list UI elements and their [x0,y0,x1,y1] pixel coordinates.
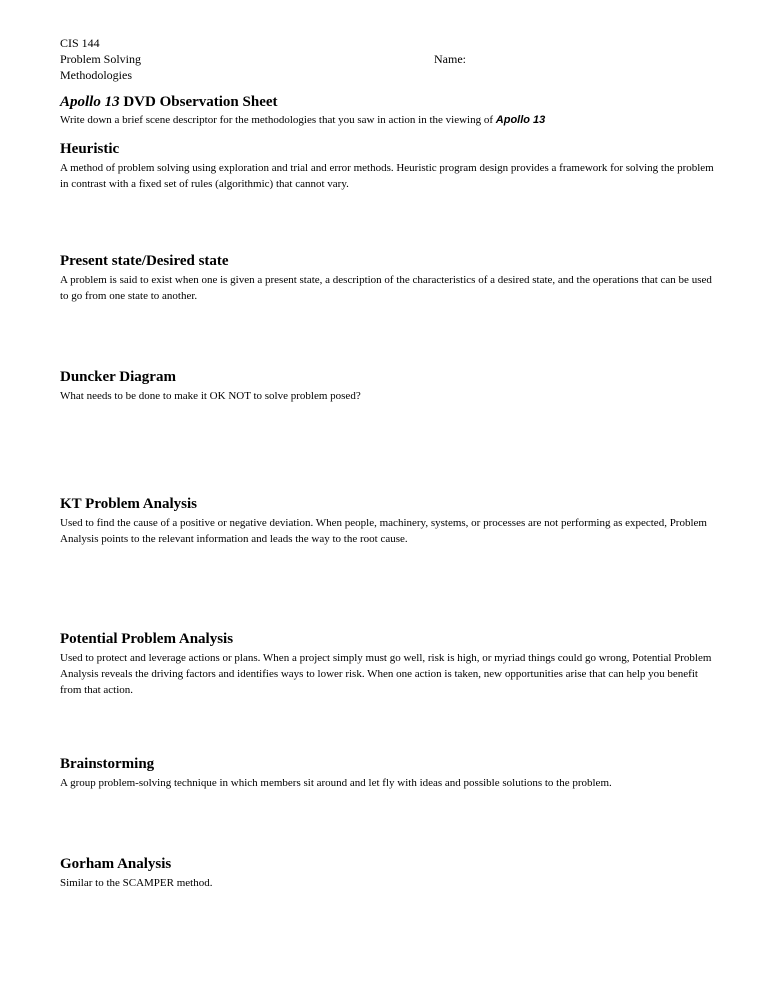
section-description: Used to find the cause of a positive or negative deviation. When people, machinery, systems, or processes are not performing as expected, Problem Analysis points to the relevant information and leads the way to the root cause. [60,517,707,545]
section-description: What needs to be done to make it OK NOT to solve problem posed? [60,390,361,402]
section-brainstorming [60,755,720,791]
section-present-desired-state [60,252,720,304]
title-rest: DVD Observation Sheet [119,94,278,110]
page-title [60,94,278,111]
section-heading: Gorham Analysis [60,856,172,872]
section-heading: Brainstorming [60,756,155,772]
section-gorham-analysis [60,855,720,891]
section-description: Similar to the SCAMPER method. [60,877,213,889]
course-header [60,35,141,83]
title-film: Apollo 13 [60,94,120,110]
section-description: A problem is said to exist when one is given a present state, a description of the characteristics of a desired state, and the operations that can be used to go from one state to another. [60,274,712,302]
section-kt-problem-analysis [60,495,720,547]
instructions-text: Write down a brief scene descriptor for the methodologies that you saw in action in the viewing of [60,114,496,126]
section-heading: Potential Problem Analysis [60,631,234,647]
instructions [60,114,545,126]
section-heading: KT Problem Analysis [60,496,197,512]
section-duncker-diagram [60,368,720,404]
course-code: CIS 144 [60,36,100,50]
instructions-film: Apollo 13 [495,114,546,126]
section-heading: Heuristic [60,141,120,157]
section-heading: Present state/Desired state [60,253,229,269]
section-description: A method of problem solving using exploration and trial and error methods. Heuristic program design provides a framework for solving the problem in contrast with a fixed set of rules (algorithmic) that cannot vary. [60,162,714,190]
course-subject-line-2: Methodologies [60,68,132,82]
section-description: Used to protect and leverage actions or plans. When a project simply must go well, risk is high, or myriad things could go wrong, Potential Problem Analysis reveals the driving factors and identifies ways to lower risk. When one action is taken, new opportunities arise that can help you benefit from that action. [60,652,712,696]
section-potential-problem-analysis [60,630,720,698]
section-heuristic [60,140,720,192]
course-subject-line-1: Problem Solving [60,52,142,66]
section-heading: Duncker Diagram [60,369,176,385]
section-description: A group problem-solving technique in which members sit around and let fly with ideas and possible solutions to the problem. [60,777,612,789]
name-label: Name: [434,52,466,66]
